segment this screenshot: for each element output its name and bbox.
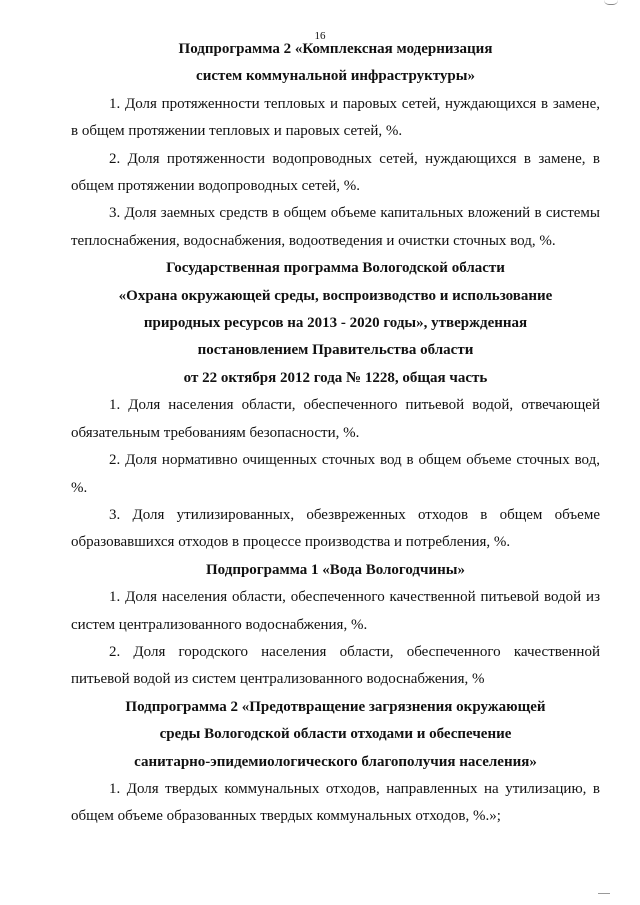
list-item: 2. Доля нормативно очищенных сточных вод в общем объеме сточных вод, %. <box>71 452 600 496</box>
heading-line: Государственная программа Вологодской области <box>166 260 505 277</box>
list-item: 1. Доля населения области, обеспеченного качественной питьевой водой из систем централизованного водоснабжения, %. <box>71 589 600 633</box>
heading-line: санитарно-эпидемиологического благополучия населения» <box>134 753 537 770</box>
heading-line: постановлением Правительства области <box>197 342 474 359</box>
section-heading <box>71 255 600 392</box>
list-item: 2. Доля протяженности водопроводных сетей, нуждающихся в замене, в общем протяжении водопроводных сетей, %. <box>71 150 600 195</box>
list-item: 3. Доля утилизированных, обезвреженных отходов в общем объеме образовавшихся отходов в процессе производства и потребления, %. <box>71 506 600 551</box>
heading-line: природных ресурсов на 2013 - 2020 годы», утвержденная <box>143 315 528 332</box>
page-number: 16 <box>314 30 326 42</box>
section-heading <box>71 36 600 91</box>
heading-line: среды Вологодской области отходами и обеспечение <box>159 726 512 743</box>
list-item: 1. Доля населения области, обеспеченного питьевой водой, отвечающей обязательным требованиям безопасности, %. <box>71 397 600 441</box>
heading-line: Подпрограмма 2 «Комплексная модернизация <box>178 41 493 57</box>
section-heading <box>71 557 600 584</box>
heading-line: систем коммунальной инфраструктуры» <box>196 68 475 85</box>
list-item: 3. Доля заемных средств в общем объеме капитальных вложений в системы теплоснабжения, водоснабжения, водоотведения и очистки сточных вод, %. <box>71 205 600 249</box>
list-item: 1. Доля протяженности тепловых и паровых сетей, нуждающихся в замене, в общем протяжении тепловых и паровых сетей, %. <box>71 95 600 140</box>
list-item: 2. Доля городского населения области, обеспеченного качественной питьевой водой из систем централизованного водоснабжения, % <box>71 643 600 688</box>
document-body <box>71 36 600 831</box>
scan-bottom-mark <box>598 893 610 897</box>
scan-corner-mark <box>604 0 618 5</box>
heading-line: от 22 октября 2012 года № 1228, общая часть <box>183 369 488 386</box>
heading-line: Подпрограмма 1 «Вода Вологодчины» <box>206 561 465 578</box>
heading-line: «Охрана окружающей среды, воспроизводство и использование <box>118 287 553 304</box>
list-item: 1. Доля твердых коммунальных отходов, направленных на утилизацию, в общем объеме образованных твердых коммунальных отходов, %.»; <box>71 780 600 825</box>
section-heading <box>71 694 600 776</box>
heading-line: Подпрограмма 2 «Предотвращение загрязнения окружающей <box>125 698 546 715</box>
